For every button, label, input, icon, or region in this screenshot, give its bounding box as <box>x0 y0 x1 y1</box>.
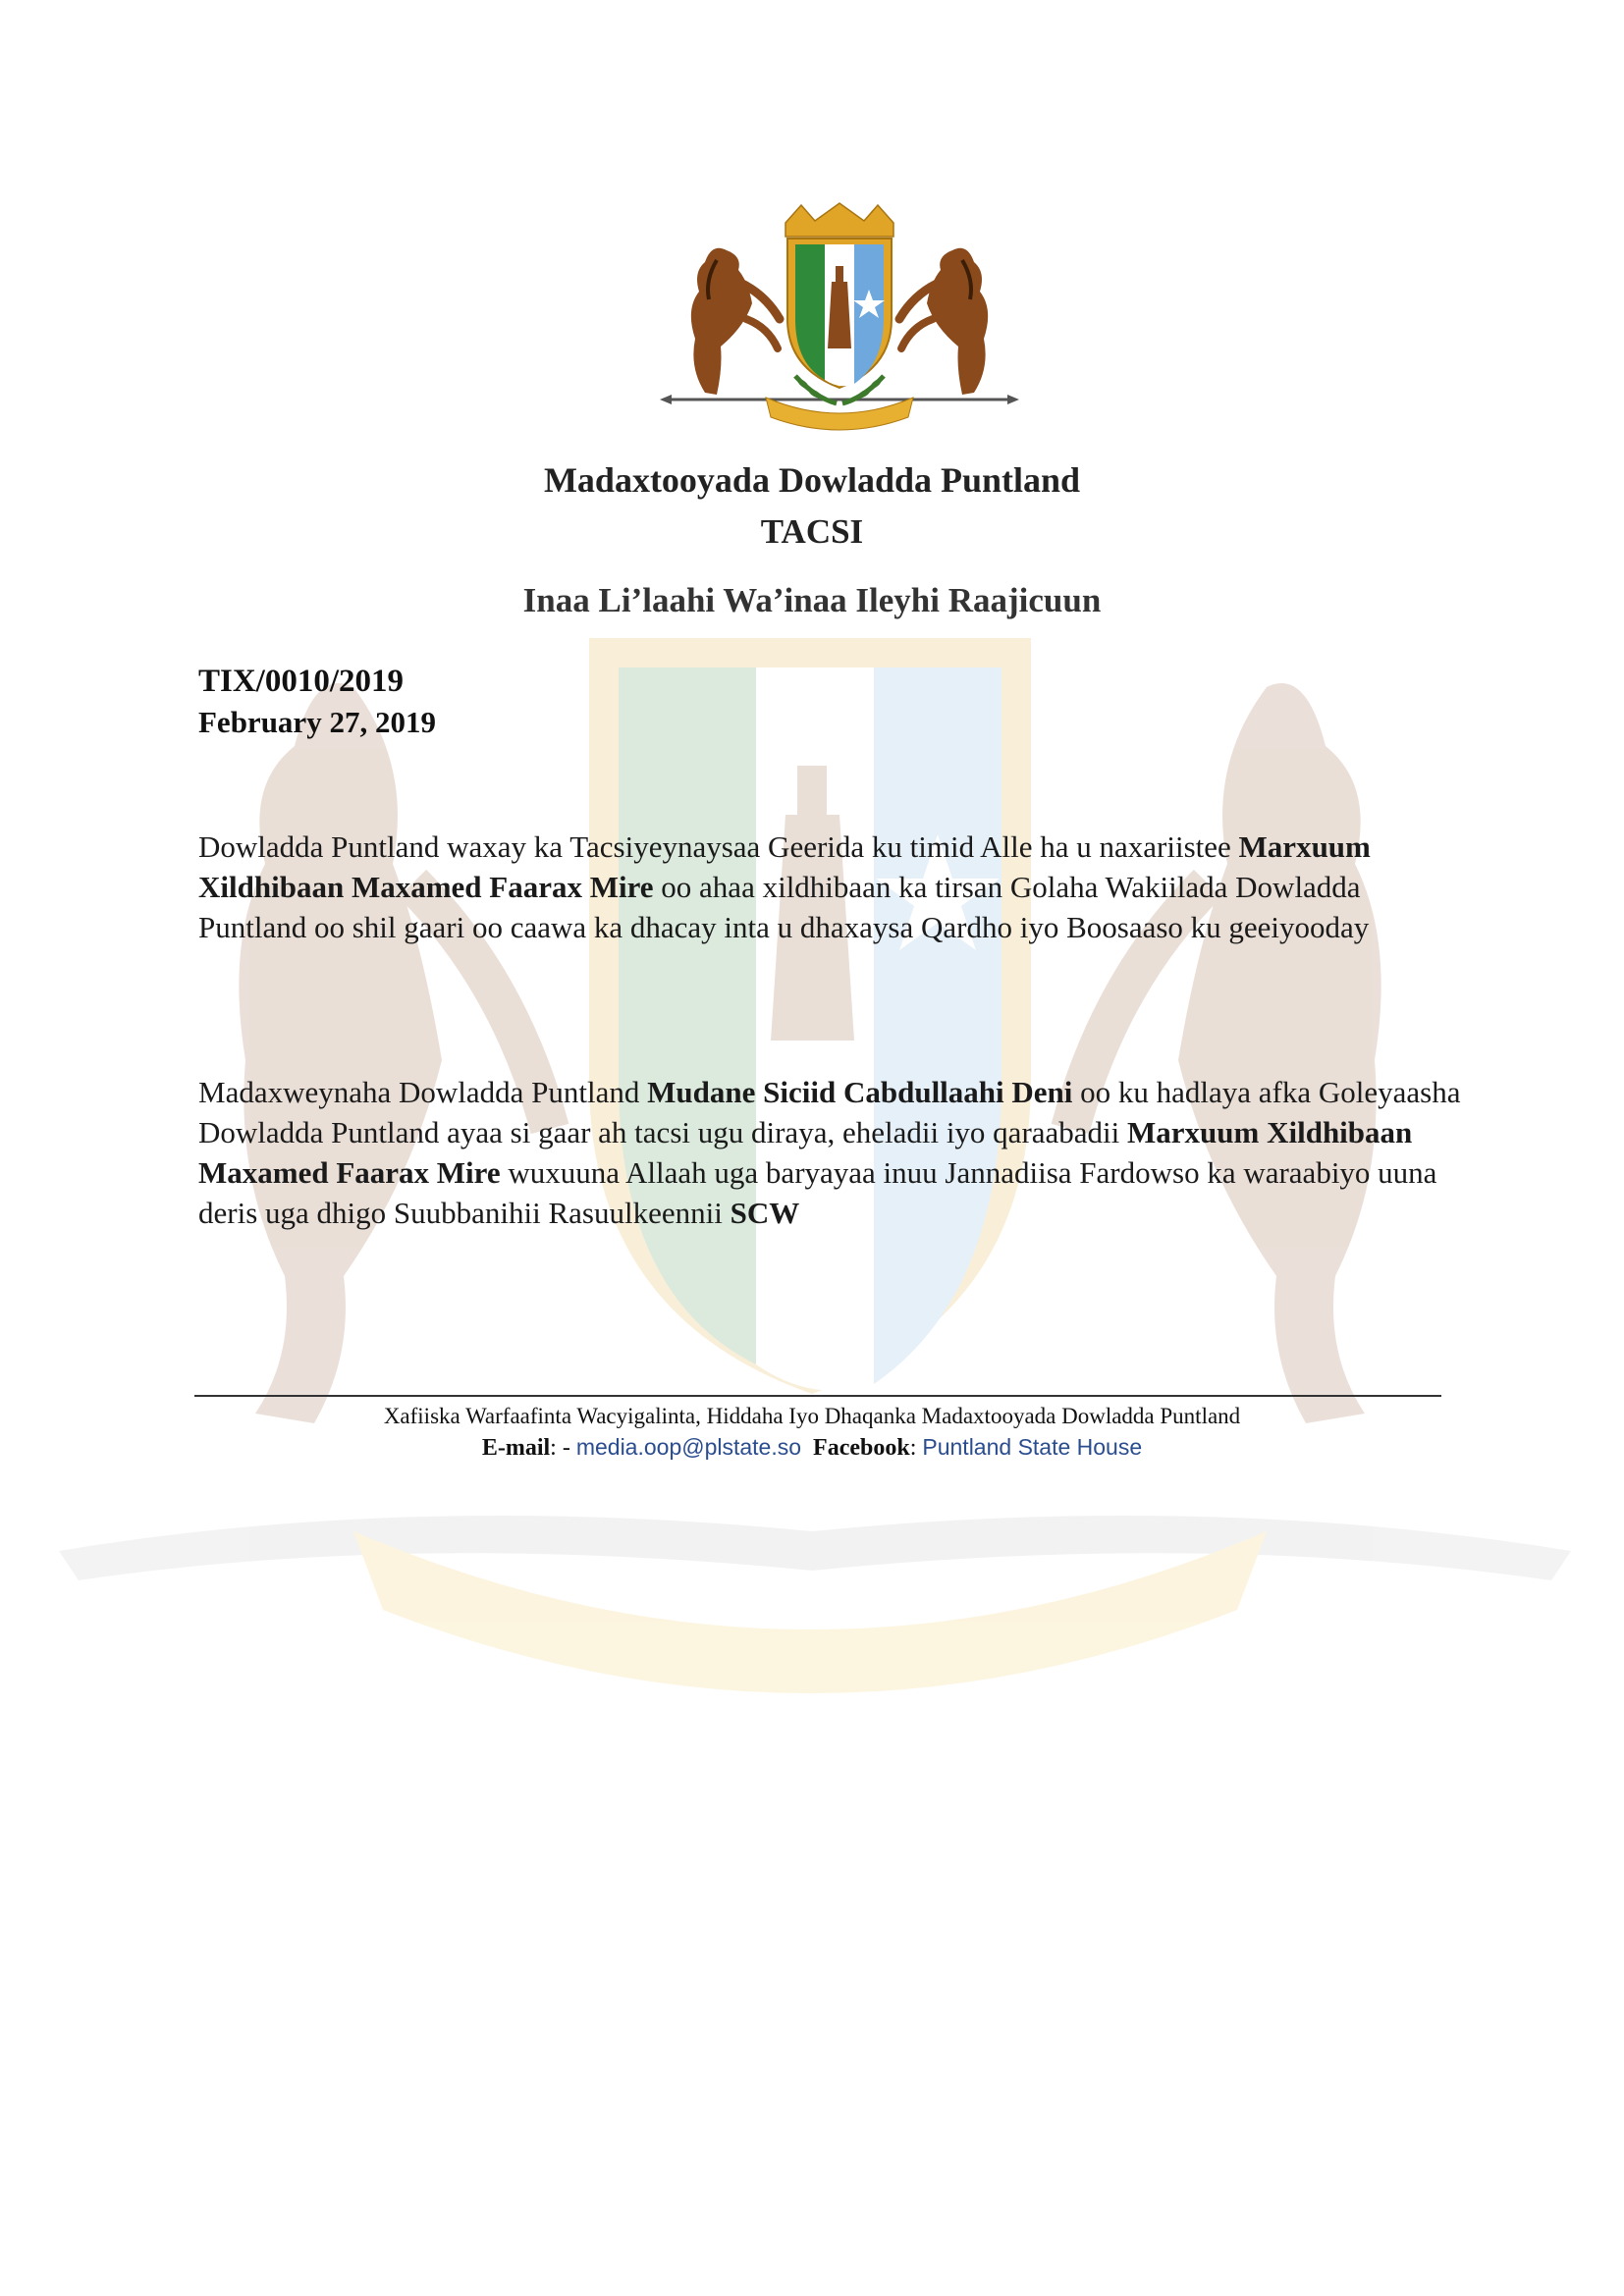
footer-divider <box>194 1395 1441 1397</box>
email-separator: : - <box>550 1435 576 1461</box>
paragraph-1-text-2: oo ahaa xildhibaan ka tirsan Golaha Wakiilada Dowladda Puntland oo shil gaari oo caawa ka dhacay inta u dhaxaysa Qardho iyo Boosaaso ku geeiyooday <box>198 870 1370 944</box>
puntland-coat-of-arms-icon <box>658 201 1021 437</box>
reference-number: TIX/0010/2019 <box>198 664 405 699</box>
paragraph-1-text-1: Dowladda Puntland waxay ka Tacsiyeynaysaa Geerida ku timid Alle ha u naxariistee <box>198 829 1239 864</box>
condolence-phrase: Inaa Li’laahi Wa’inaa Ileyhi Raajicuun <box>522 581 1102 619</box>
paragraph-2-scw: SCW <box>730 1196 800 1230</box>
paragraph-2-text-2: oo ku hadlaya afka Goleyaasha Dowladda Puntland ayaa si gaar ah tacsi ugu diraya, eheladii iyo qaraabadii <box>198 1075 1461 1149</box>
paragraph-2 <box>198 1072 1465 1233</box>
email-label: E-mail <box>481 1435 551 1461</box>
facebook-link[interactable]: Puntland State House <box>922 1434 1143 1460</box>
paragraph-1-deceased-name: Marxuum Xildhibaan Maxamed Faarax Mire <box>198 829 1371 904</box>
paragraph-1 <box>198 827 1465 947</box>
document-type: TACSI <box>760 512 864 551</box>
facebook-separator: : <box>909 1435 923 1461</box>
paragraph-2-deceased-name: Marxuum Xildhibaan Maxamed Faarax Mire <box>198 1115 1413 1190</box>
paragraph-2-text-1: Madaxweynaha Dowladda Puntland <box>198 1075 648 1109</box>
facebook-label: Facebook <box>813 1435 910 1461</box>
org-name: Madaxtooyada Dowladda Puntland <box>543 460 1081 500</box>
paragraph-2-text-3: wuxuuna Allaah uga baryayaa inuu Jannadiisa Fardowso ka waraabiyo uuna deris uga dhigo Suubbanihii Rasuulkeennii <box>198 1155 1437 1230</box>
document-date: February 27, 2019 <box>198 705 436 739</box>
footer-contacts <box>0 1434 1624 1462</box>
email-link[interactable]: media.oop@plstate.so <box>575 1434 802 1460</box>
footer-office: Xafiiska Warfaafinta Wacyigalinta, Hiddaha Iyo Dhaqanka Madaxtooyada Dowladda Puntland <box>383 1404 1241 1428</box>
paragraph-2-president-name: Mudane Siciid Cabdullaahi Deni <box>647 1075 1073 1109</box>
